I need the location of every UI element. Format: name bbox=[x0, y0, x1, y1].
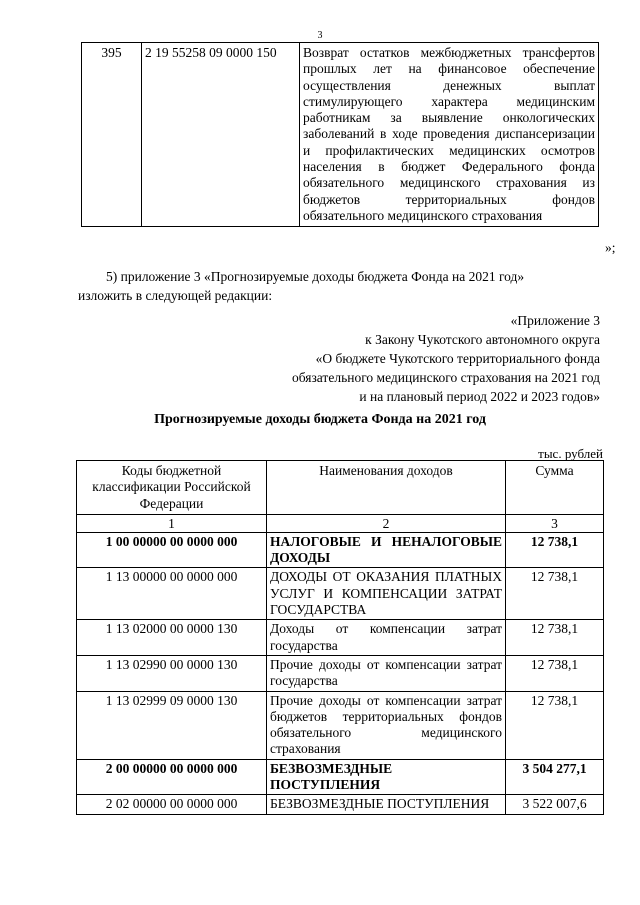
paragraph-line-1: 5) приложение 3 «Прогнозируемые доходы бюджета Фонда на 2021 год» bbox=[106, 269, 525, 284]
table-row bbox=[77, 795, 604, 814]
amendment-paragraph bbox=[78, 267, 606, 305]
budget-code: 2 19 55258 09 0000 150 bbox=[142, 43, 300, 227]
paragraph-line-2: изложить в следующей редакции: bbox=[78, 288, 273, 303]
page-title: Прогнозируемые доходы бюджета Фонда на 2021 год bbox=[154, 412, 486, 427]
table-row bbox=[77, 655, 604, 691]
header-code: Коды бюджетной классификации Российской Федерации bbox=[77, 461, 267, 515]
table-row bbox=[82, 43, 599, 227]
table-row bbox=[77, 568, 604, 620]
row-number: 395 bbox=[82, 43, 142, 227]
row-sum: 3 522 007,6 bbox=[506, 795, 604, 814]
appendix-line: обязательного медицинского страхования на 2021 год bbox=[291, 370, 600, 385]
description-text: Возврат остатков межбюджетных трансфертов прошлых лет на финансовое обеспечение осуществления денежных выплат стимулирующего характера медицинским работникам за выявление онкологических заболеваний в ходе проведения диспансеризации и профилактических медицинских осмотров населения в бюджет Федерального фонда обязательного медицинского страхования из бюджетов территориальных фондов bbox=[303, 45, 595, 207]
row-code: 1 13 02999 09 0000 130 bbox=[77, 691, 267, 759]
appendix-line: «Приложение 3 bbox=[510, 313, 600, 328]
row-code: 1 00 00000 00 0000 000 bbox=[77, 532, 267, 568]
income-table bbox=[76, 460, 604, 815]
row-code: 1 13 02000 00 0000 130 bbox=[77, 620, 267, 656]
row-sum: 3 504 277,1 bbox=[506, 759, 604, 795]
appendix-line: и на плановый период 2022 и 2023 годов» bbox=[359, 389, 600, 404]
table-row bbox=[77, 691, 604, 759]
units-label: тыс. рублей bbox=[538, 446, 603, 461]
closing-quote: »; bbox=[605, 240, 616, 255]
row-name: Доходы от компенсации затрат государства bbox=[267, 620, 506, 656]
row-sum: 12 738,1 bbox=[506, 532, 604, 568]
row-name: БЕЗВОЗМЕЗДНЫЕ ПОСТУПЛЕНИЯ bbox=[267, 759, 506, 795]
previous-table-tail bbox=[81, 42, 599, 227]
row-sum: 12 738,1 bbox=[506, 691, 604, 759]
col-num: 1 bbox=[77, 514, 267, 532]
table-row bbox=[77, 620, 604, 656]
col-num: 2 bbox=[267, 514, 506, 532]
appendix-line: к Закону Чукотского автономного округа bbox=[365, 332, 600, 347]
row-code: 1 13 02990 00 0000 130 bbox=[77, 655, 267, 691]
table-header-row bbox=[77, 461, 604, 515]
row-sum: 12 738,1 bbox=[506, 655, 604, 691]
description-text-last: обязательного медицинского страхования bbox=[303, 207, 543, 223]
row-sum: 12 738,1 bbox=[506, 620, 604, 656]
row-code: 2 02 00000 00 0000 000 bbox=[77, 795, 267, 814]
header-name: Наименования доходов bbox=[267, 461, 506, 515]
income-description bbox=[300, 43, 599, 227]
row-name: БЕЗВОЗМЕЗДНЫЕ ПОСТУПЛЕНИЯ bbox=[267, 795, 506, 814]
row-sum: 12 738,1 bbox=[506, 568, 604, 620]
row-name: НАЛОГОВЫЕ И НЕНАЛОГОВЫЕ ДОХОДЫ bbox=[267, 532, 506, 568]
column-numbers-row bbox=[77, 514, 604, 532]
row-code: 2 00 00000 00 0000 000 bbox=[77, 759, 267, 795]
page-number: 3 bbox=[317, 30, 323, 41]
col-num: 3 bbox=[506, 514, 604, 532]
table-row bbox=[77, 532, 604, 568]
table-row bbox=[77, 759, 604, 795]
header-sum: Сумма bbox=[506, 461, 604, 515]
row-name: ДОХОДЫ ОТ ОКАЗАНИЯ ПЛАТНЫХ УСЛУГ И КОМПЕНСАЦИИ ЗАТРАТ ГОСУДАРСТВА bbox=[267, 568, 506, 620]
row-code: 1 13 00000 00 0000 000 bbox=[77, 568, 267, 620]
appendix-line: «О бюджете Чукотского территориального фонда bbox=[315, 351, 600, 366]
row-name: Прочие доходы от компенсации затрат бюджетов территориальных фондов обязательного медицинского страхования bbox=[267, 691, 506, 759]
row-name: Прочие доходы от компенсации затрат государства bbox=[267, 655, 506, 691]
appendix-header bbox=[180, 311, 600, 406]
